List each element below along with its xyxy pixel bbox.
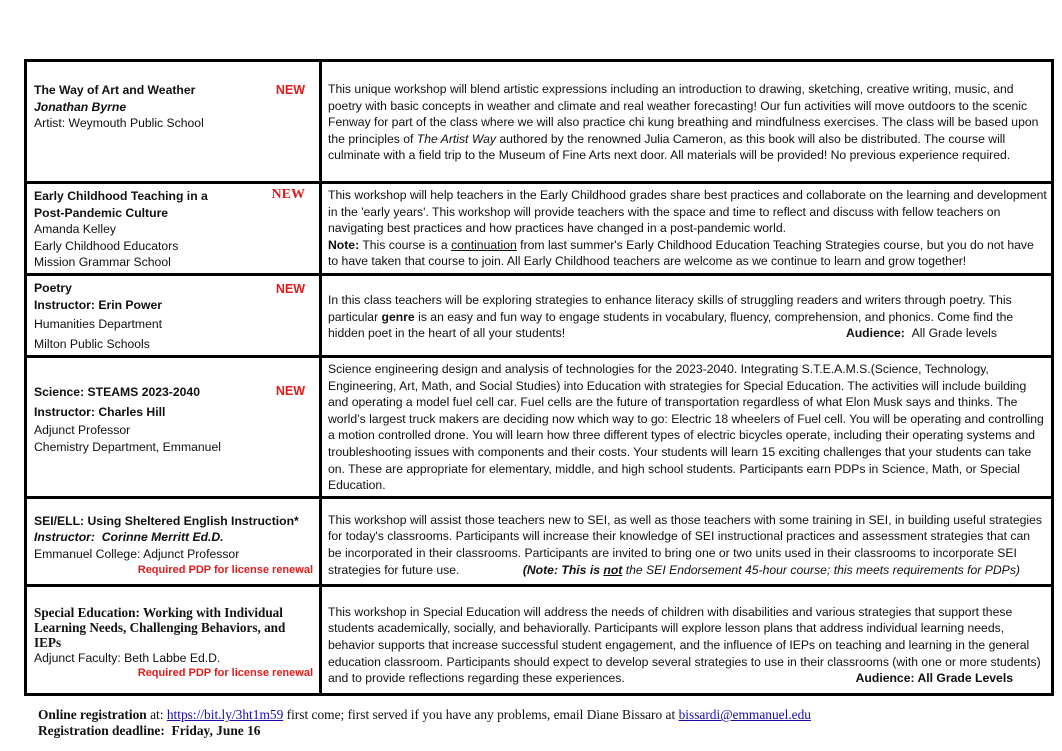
instructor-detail: Adjunct Faculty: Beth Labbe Ed.D. — [34, 650, 221, 665]
email-link[interactable]: bissardi@emmanuel.edu — [678, 707, 812, 722]
course-description — [321, 585, 1053, 694]
note-text: from last summer's Early Childhood Education Teaching Strategies course, but you do not have to have taken that course to join. All Early Childhood teachers are welcome as we continue to learn and grow together! — [328, 237, 1034, 269]
course-row — [26, 497, 1053, 585]
new-badge: NEW — [275, 281, 305, 296]
required-pdp-note: Required PDP for license renewal — [137, 563, 313, 576]
course-info — [26, 183, 321, 275]
instructor-detail: Adjunct Professor — [34, 423, 131, 438]
new-badge: NEW — [275, 383, 305, 398]
course-info — [26, 356, 321, 497]
book-title: The Artist Way — [416, 131, 496, 146]
audience-value: All Grade levels — [911, 326, 997, 341]
course-info — [26, 274, 321, 356]
registration-link[interactable]: https://bit.ly/3ht1m59 — [166, 707, 284, 722]
instructor-label: Instructor: — [34, 530, 95, 545]
new-badge: NEW — [271, 187, 305, 202]
description-text: This workshop in Special Education will address the needs of children with disabilities and various strategies that support these students academically, socially, and behaviorally. Participants will explore lesson plans that address individual learning needs, behavior supports that increase successful student engagement, and the influence of IEPs on teaching and learning in the general education classroom. Participants should expect to develop several strategies to use in their classrooms (with one or more students) and to provide reflections regarding these experiences. — [328, 604, 1041, 686]
description-text: This workshop will help teachers in the Early Childhood grades share best practices and collaborate on the learning and development in the 'early years'. This workshop will provide teachers with the space and time to reflect and discuss with fellow teachers on navigating best practices and how practices have changed in a post-pandemic world. — [328, 188, 1047, 236]
online-registration-label: Online registration — [38, 707, 147, 722]
description-text: Science engineering design and analysis of technologies for the 2023-2040. Integrating S.T.E.A.M.S.(Science, Technology, Engineering, Art, Math, and Social Studies) into Education with strategies for Special Education. The activities will include building and operating a model fuel cell car. Fuel cells are the future of transportation regardless of what Elon Musk says and thinks. The world’s largest truck makers are deciding now which way to go: Electric 18 wheelers of Fuel cell. You will be operating and controlling a motion controlled drone. You will learn how three different types of electric bicycles operate, including their operating systems and troubleshooting issues with components and their costs. Your students will learn 15 exciting challenges that your students can take on. These are appropriate for elementary, middle, and high school students. Participants earn PDPs in Science, Math, or Special Education. — [328, 361, 1044, 493]
instructor-detail: Amanda Kelley — [34, 222, 116, 237]
description-text: authored by the renowned Julia Cameron, as this book will also be distributed. The course will culminate with a field trip to the Museum of Fine Arts next door. All materials will be provided! No previous experience required. — [328, 131, 1011, 163]
course-info — [26, 61, 321, 183]
new-badge: NEW — [275, 83, 305, 97]
online-registration-sep: at: — [146, 707, 167, 722]
instructor-detail: Chemistry Department, Emmanuel — [34, 439, 221, 454]
course-description — [321, 274, 1053, 356]
course-row — [26, 183, 1053, 275]
instructor-name: Instructor: Charles Hill — [34, 404, 166, 419]
note-label: Note: — [328, 237, 360, 252]
course-title: The Way of Art and Weather — [34, 83, 196, 97]
description-text: is an easy and fun way to engage students in vocabulary, fluency, comprehension, and phonics. Come find the hidden poet in the heart of all your students! — [328, 309, 1014, 341]
course-row — [26, 356, 1053, 497]
instructor-detail: Milton Public Schools — [34, 336, 150, 351]
course-description — [321, 497, 1053, 585]
audience — [846, 325, 997, 342]
course-row — [26, 585, 1053, 694]
instructor-name — [34, 529, 313, 546]
sei-note-label: (Note: This is — [522, 562, 604, 577]
registration-note: first come; first served if you have any problems, email Diane Bissaro at — [283, 707, 679, 722]
note-text: This course is a — [359, 237, 452, 252]
course-table — [24, 59, 1054, 696]
instructor-detail: Emmanuel College: Adjunct Professor — [34, 546, 240, 561]
instructor-full-name: Corinne Merritt Ed.D. — [101, 530, 224, 545]
required-pdp-note: Required PDP for license renewal — [137, 667, 313, 680]
course-description — [321, 356, 1053, 497]
description-text: This workshop will assist those teachers new to SEI, as well as those teachers with some training in SEI, in building useful strategies for today's classrooms. Participants will increase their knowledge of SEI instructional practices and assessment strategies that can be incorporated in their classrooms. Participants are invited to bring one or two units used in their classrooms to incorporate SEI strategies for future use. — [328, 512, 1042, 577]
registration-footer — [38, 707, 811, 739]
course-row — [26, 274, 1053, 356]
instructor-detail: Humanities Department — [34, 317, 163, 332]
deadline-line — [38, 723, 811, 739]
sei-note-text: the SEI Endorsement 45-hour course; this meets requirements for PDPs) — [622, 562, 1020, 577]
course-info — [26, 585, 321, 694]
description-text: In this class teachers will be exploring strategies to enhance literacy skills of struggling readers and writers through poetry. This particular — [328, 292, 1012, 324]
course-title: SEI/ELL: Using Sheltered English Instruction* — [34, 513, 299, 528]
course-row — [26, 61, 1053, 183]
audience: Audience: All Grade Levels — [855, 671, 1013, 686]
deadline-label: Registration deadline: — [38, 723, 165, 738]
instructor-name: Instructor: Erin Power — [34, 297, 162, 312]
description-text: This unique workshop will blend artistic expressions including an introduction to drawing, sketching, creative writing, music, and poetry with basic concepts in weather and climate and real weather forecasting! Our fun activities will move outdoors to the scenic Fenway for part of the class where we will also practice chi kung breathing and mindfulness exercises. The class will be based upon the principles of — [328, 82, 1039, 146]
course-description — [321, 61, 1053, 183]
instructor-name: Jonathan Byrne — [34, 99, 127, 114]
course-title: Poetry — [34, 280, 72, 295]
instructor-detail: Artist: Weymouth Public School — [34, 116, 204, 131]
registration-line — [38, 707, 811, 723]
course-title: Early Childhood Teaching in a Post-Pandemic Culture — [34, 189, 208, 220]
audience-label: Audience: — [845, 326, 905, 341]
course-info — [26, 497, 321, 585]
instructor-detail: Mission Grammar School — [34, 255, 171, 270]
sei-note-emphasis: not — [603, 562, 623, 577]
sei-note — [523, 563, 1020, 577]
deadline-value: Friday, June 16 — [171, 723, 261, 738]
course-description — [321, 183, 1053, 275]
instructor-detail: Early Childhood Educators — [34, 238, 179, 253]
description-bold: genre — [381, 309, 415, 324]
course-title: Special Education: Working with Individual Learning Needs, Challenging Behaviors, and IEPs — [34, 604, 286, 650]
course-title: Science: STEAMS 2023-2040 — [34, 384, 200, 399]
note-underlined: continuation — [451, 237, 517, 252]
